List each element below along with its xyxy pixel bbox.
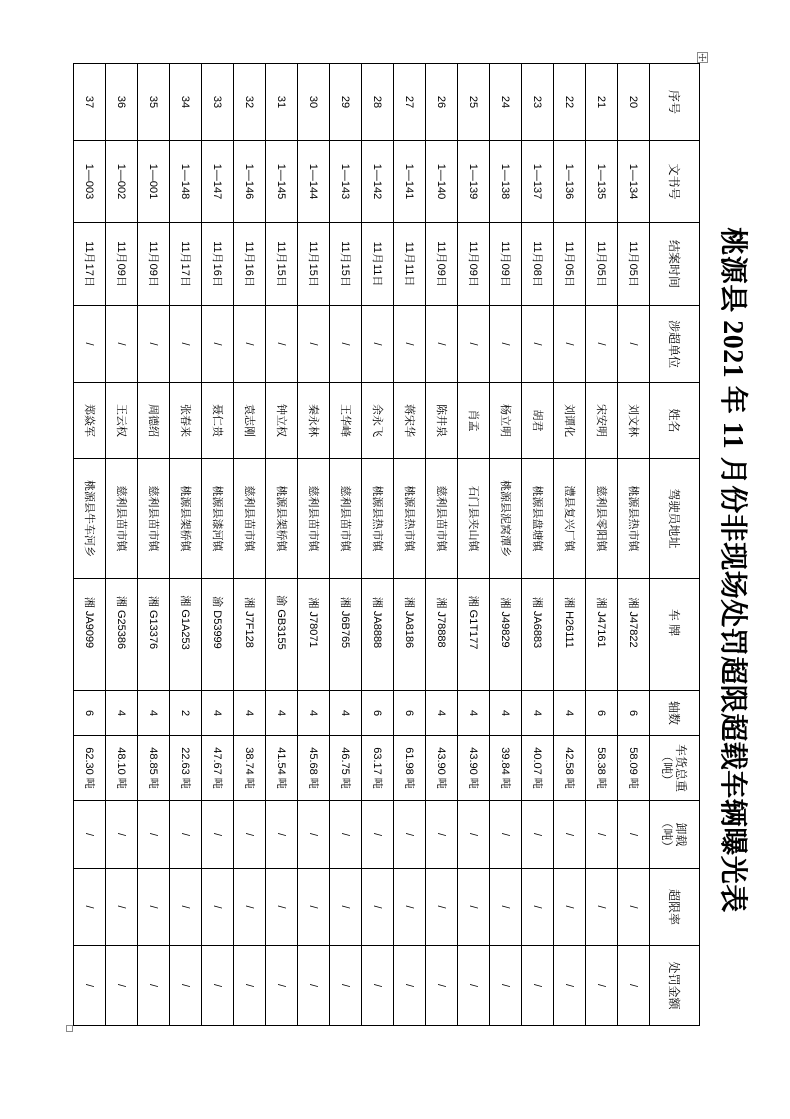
cell-name: 刘文林: [618, 383, 650, 459]
cell-seq: 28: [362, 64, 394, 141]
table-row: [330, 64, 362, 1026]
cell-overlimit-rate: /: [394, 869, 426, 946]
table-row: [554, 64, 586, 1026]
table-row: [458, 64, 490, 1026]
cell-unload: /: [74, 801, 106, 869]
cell-close-date: 11月15日: [298, 223, 330, 306]
cell-fine: /: [106, 946, 138, 1026]
cell-axles: 6: [74, 691, 106, 736]
cell-axles: 4: [202, 691, 234, 736]
header-seq: 序号: [650, 64, 700, 141]
cell-address: 慈利县苗市镇: [426, 459, 458, 579]
cell-address: 桃源县牛车河乡: [74, 459, 106, 579]
cell-name: 郑焱军: [74, 383, 106, 459]
cell-name: 张春来: [170, 383, 202, 459]
cell-plate: 渝 D53999: [202, 579, 234, 691]
cell-plate: 湘 G13376: [138, 579, 170, 691]
table-row: [362, 64, 394, 1026]
cell-doc-no: 1—139: [458, 141, 490, 223]
cell-unit: /: [266, 306, 298, 383]
cell-seq: 25: [458, 64, 490, 141]
header-axles: 轴数: [650, 691, 700, 736]
cell-overlimit-rate: /: [522, 869, 554, 946]
cell-doc-no: 1—145: [266, 141, 298, 223]
cell-close-date: 11月05日: [554, 223, 586, 306]
cell-overlimit-rate: /: [74, 869, 106, 946]
cell-axles: 4: [234, 691, 266, 736]
cell-name: 蒋宋华: [394, 383, 426, 459]
cell-unit: /: [554, 306, 586, 383]
cell-unit: /: [362, 306, 394, 383]
header-unload: [650, 801, 700, 869]
cell-unit: /: [330, 306, 362, 383]
cell-total-weight: 46.75 吨: [330, 736, 362, 801]
cell-fine: /: [490, 946, 522, 1026]
cell-close-date: 11月17日: [170, 223, 202, 306]
cell-plate: 湘 J47822: [618, 579, 650, 691]
cell-plate: 湘 G25386: [106, 579, 138, 691]
cell-plate: 湘 J78888: [426, 579, 458, 691]
cell-axles: 4: [426, 691, 458, 736]
header-plate: 车 牌: [650, 579, 700, 691]
cell-address: 慈利县苗市镇: [106, 459, 138, 579]
cell-overlimit-rate: /: [266, 869, 298, 946]
table-row: [426, 64, 458, 1026]
rotated-page-content: [74, 63, 748, 1025]
cell-close-date: 11月09日: [106, 223, 138, 306]
cell-total-weight: 40.07 吨: [522, 736, 554, 801]
cell-doc-no: 1—001: [138, 141, 170, 223]
cell-fine: /: [426, 946, 458, 1026]
cell-name: 秦永林: [298, 383, 330, 459]
cell-close-date: 11月09日: [426, 223, 458, 306]
cell-name: 袁志刚: [234, 383, 266, 459]
cell-total-weight: 43.90 吨: [426, 736, 458, 801]
cell-total-weight: 48.10 吨: [106, 736, 138, 801]
cell-seq: 27: [394, 64, 426, 141]
table-row: [266, 64, 298, 1026]
header-total-weight-unit: （吨）: [660, 749, 675, 786]
cell-axles: 2: [170, 691, 202, 736]
cell-close-date: 11月08日: [522, 223, 554, 306]
cell-overlimit-rate: /: [234, 869, 266, 946]
document-title: 桃源县 2021 年 11 月份非现场处罚超限超载车辆曝光表: [717, 227, 748, 913]
cell-close-date: 11月15日: [330, 223, 362, 306]
cell-fine: /: [266, 946, 298, 1026]
cell-plate: 湘 J7F128: [234, 579, 266, 691]
cell-axles: 6: [362, 691, 394, 736]
cell-axles: 4: [138, 691, 170, 736]
cell-doc-no: 1—136: [554, 141, 586, 223]
cell-axles: 4: [490, 691, 522, 736]
cell-name: 陈井泉: [426, 383, 458, 459]
cell-address: 桃源县泥窝潭乡: [490, 459, 522, 579]
cell-fine: /: [522, 946, 554, 1026]
table-row: [170, 64, 202, 1026]
cell-close-date: 11月15日: [266, 223, 298, 306]
cell-name: 王云权: [106, 383, 138, 459]
cell-unload: /: [586, 801, 618, 869]
table-header-row: [650, 64, 700, 1026]
cell-address: 桃源县盘塘镇: [522, 459, 554, 579]
cell-name: 胡君: [522, 383, 554, 459]
cell-seq: 32: [234, 64, 266, 141]
cell-overlimit-rate: /: [330, 869, 362, 946]
cell-doc-no: 1—135: [586, 141, 618, 223]
cell-address: 慈利县苗市镇: [138, 459, 170, 579]
cell-overlimit-rate: /: [554, 869, 586, 946]
cell-name: 聂仁贵: [202, 383, 234, 459]
cell-total-weight: 61.98 吨: [394, 736, 426, 801]
header-fine: 处罚金额: [650, 946, 700, 1026]
cell-unload: /: [458, 801, 490, 869]
cell-unload: /: [554, 801, 586, 869]
cell-address: 慈利县苗市镇: [330, 459, 362, 579]
cell-plate: 湘 JA8186: [394, 579, 426, 691]
cell-close-date: 11月11日: [362, 223, 394, 306]
cell-seq: 29: [330, 64, 362, 141]
header-name: 姓名: [650, 383, 700, 459]
table-row: [106, 64, 138, 1026]
cell-overlimit-rate: /: [362, 869, 394, 946]
cell-total-weight: 41.54 吨: [266, 736, 298, 801]
cell-unload: /: [426, 801, 458, 869]
cell-address: 桃源县架桥镇: [266, 459, 298, 579]
cell-seq: 36: [106, 64, 138, 141]
cell-address: 慈利县苗市镇: [234, 459, 266, 579]
cell-unit: /: [426, 306, 458, 383]
cell-fine: /: [138, 946, 170, 1026]
cell-close-date: 11月05日: [618, 223, 650, 306]
cell-unit: /: [234, 306, 266, 383]
cell-address: 桃源县热市镇: [618, 459, 650, 579]
table-row: [74, 64, 106, 1026]
cell-seq: 21: [586, 64, 618, 141]
cell-doc-no: 1—144: [298, 141, 330, 223]
cell-unload: /: [298, 801, 330, 869]
cell-close-date: 11月09日: [490, 223, 522, 306]
cell-total-weight: 62.30 吨: [74, 736, 106, 801]
cell-fine: /: [394, 946, 426, 1026]
cell-fine: /: [74, 946, 106, 1026]
cell-seq: 33: [202, 64, 234, 141]
cell-total-weight: 39.84 吨: [490, 736, 522, 801]
cell-name: 杨立明: [490, 383, 522, 459]
cell-overlimit-rate: /: [618, 869, 650, 946]
cell-fine: /: [618, 946, 650, 1026]
cell-seq: 22: [554, 64, 586, 141]
table-row: [234, 64, 266, 1026]
cell-address: 桃源县漆河镇: [202, 459, 234, 579]
cell-axles: 6: [394, 691, 426, 736]
cell-seq: 30: [298, 64, 330, 141]
cell-doc-no: 1—143: [330, 141, 362, 223]
cell-address: 慈利县苗市镇: [298, 459, 330, 579]
cell-plate: 湘 J6B765: [330, 579, 362, 691]
table-row: [138, 64, 170, 1026]
cell-total-weight: 47.67 吨: [202, 736, 234, 801]
exposure-table: [73, 63, 700, 1026]
cell-doc-no: 1—138: [490, 141, 522, 223]
table-resize-handle-icon[interactable]: [66, 1025, 73, 1032]
cell-axles: 4: [106, 691, 138, 736]
cell-unload: /: [394, 801, 426, 869]
cell-close-date: 11月17日: [74, 223, 106, 306]
cell-plate: 渝 GB3155: [266, 579, 298, 691]
cell-unit: /: [202, 306, 234, 383]
cell-overlimit-rate: /: [490, 869, 522, 946]
cell-unload: /: [138, 801, 170, 869]
cell-unload: /: [618, 801, 650, 869]
cell-axles: 4: [554, 691, 586, 736]
cell-unload: /: [522, 801, 554, 869]
table-row: [490, 64, 522, 1026]
table-row: [522, 64, 554, 1026]
cell-doc-no: 1—002: [106, 141, 138, 223]
cell-unit: /: [106, 306, 138, 383]
cell-name: 王华峰: [330, 383, 362, 459]
cell-name: 宋安明: [586, 383, 618, 459]
cell-total-weight: 48.85 吨: [138, 736, 170, 801]
cell-unit: /: [618, 306, 650, 383]
table-row: [618, 64, 650, 1026]
cell-axles: 6: [586, 691, 618, 736]
header-unload-unit: （吨）: [660, 816, 675, 853]
cell-axles: 4: [266, 691, 298, 736]
cell-unload: /: [330, 801, 362, 869]
cell-address: 慈利县零阳镇: [586, 459, 618, 579]
cell-total-weight: 58.38 吨: [586, 736, 618, 801]
cell-unload: /: [490, 801, 522, 869]
cell-seq: 20: [618, 64, 650, 141]
cell-unload: /: [202, 801, 234, 869]
cell-plate: 湘 G1A253: [170, 579, 202, 691]
cell-close-date: 11月09日: [138, 223, 170, 306]
cell-overlimit-rate: /: [138, 869, 170, 946]
cell-unit: /: [74, 306, 106, 383]
cell-total-weight: 43.90 吨: [458, 736, 490, 801]
cell-unload: /: [106, 801, 138, 869]
cell-unload: /: [362, 801, 394, 869]
cell-seq: 31: [266, 64, 298, 141]
cell-doc-no: 1—134: [618, 141, 650, 223]
cell-name: 余永飞: [362, 383, 394, 459]
cell-overlimit-rate: /: [426, 869, 458, 946]
cell-plate: 湘 H26111: [554, 579, 586, 691]
cell-doc-no: 1—142: [362, 141, 394, 223]
cell-close-date: 11月09日: [458, 223, 490, 306]
header-overlimit-rate: 超限率: [650, 869, 700, 946]
cell-axles: 6: [618, 691, 650, 736]
table-row: [394, 64, 426, 1026]
cell-plate: 湘 J47161: [586, 579, 618, 691]
cell-unit: /: [298, 306, 330, 383]
cell-unit: /: [394, 306, 426, 383]
header-doc-no: 文书号: [650, 141, 700, 223]
cell-total-weight: 45.68 吨: [298, 736, 330, 801]
cell-total-weight: 63.17 吨: [362, 736, 394, 801]
header-close-date: 结案时间: [650, 223, 700, 306]
cell-doc-no: 1—140: [426, 141, 458, 223]
cell-total-weight: 58.09 吨: [618, 736, 650, 801]
cell-doc-no: 1—146: [234, 141, 266, 223]
cell-unit: /: [522, 306, 554, 383]
cell-fine: /: [202, 946, 234, 1026]
cell-unit: /: [458, 306, 490, 383]
cell-address: 桃源县热市镇: [362, 459, 394, 579]
cell-seq: 24: [490, 64, 522, 141]
table-row: [586, 64, 618, 1026]
cell-name: 刘谭化: [554, 383, 586, 459]
cell-fine: /: [458, 946, 490, 1026]
cell-overlimit-rate: /: [298, 869, 330, 946]
cell-unit: /: [138, 306, 170, 383]
cell-overlimit-rate: /: [106, 869, 138, 946]
cell-seq: 26: [426, 64, 458, 141]
cell-total-weight: 38.74 吨: [234, 736, 266, 801]
cell-seq: 35: [138, 64, 170, 141]
cell-doc-no: 1—003: [74, 141, 106, 223]
cell-doc-no: 1—147: [202, 141, 234, 223]
cell-close-date: 11月16日: [234, 223, 266, 306]
cell-fine: /: [298, 946, 330, 1026]
cell-seq: 23: [522, 64, 554, 141]
header-unload-label: 卸载: [674, 822, 689, 847]
table-move-handle-icon[interactable]: [697, 52, 708, 63]
cell-unload: /: [266, 801, 298, 869]
cell-unload: /: [234, 801, 266, 869]
cell-address: 石门县夹山镇: [458, 459, 490, 579]
cell-total-weight: 22.63 吨: [170, 736, 202, 801]
cell-axles: 4: [330, 691, 362, 736]
cell-overlimit-rate: /: [586, 869, 618, 946]
cell-overlimit-rate: /: [170, 869, 202, 946]
cell-axles: 4: [298, 691, 330, 736]
cell-unload: /: [170, 801, 202, 869]
cell-total-weight: 42.58 吨: [554, 736, 586, 801]
cell-fine: /: [330, 946, 362, 1026]
cell-axles: 4: [522, 691, 554, 736]
header-address: 驾驶员地址: [650, 459, 700, 579]
cell-unit: /: [170, 306, 202, 383]
cell-fine: /: [234, 946, 266, 1026]
cell-plate: 湘 JA6883: [522, 579, 554, 691]
cell-address: 澧县复兴厂镇: [554, 459, 586, 579]
cell-plate: 湘 JA9099: [74, 579, 106, 691]
cell-close-date: 11月16日: [202, 223, 234, 306]
cell-unit: /: [586, 306, 618, 383]
cell-name: 肖孟: [458, 383, 490, 459]
cell-overlimit-rate: /: [202, 869, 234, 946]
cell-fine: /: [170, 946, 202, 1026]
cell-fine: /: [362, 946, 394, 1026]
cell-address: 桃源县架桥镇: [170, 459, 202, 579]
cell-plate: 湘 G1T177: [458, 579, 490, 691]
header-total-weight: [650, 736, 700, 801]
cell-plate: 湘 JA8888: [362, 579, 394, 691]
cell-unit: /: [490, 306, 522, 383]
header-total-weight-label: 车货总重: [674, 743, 689, 792]
cell-seq: 34: [170, 64, 202, 141]
table-body: [74, 64, 650, 1026]
cell-axles: 4: [458, 691, 490, 736]
cell-doc-no: 1—148: [170, 141, 202, 223]
cell-fine: /: [554, 946, 586, 1026]
cell-doc-no: 1—141: [394, 141, 426, 223]
cell-plate: 湘 J78071: [298, 579, 330, 691]
cell-close-date: 11月11日: [394, 223, 426, 306]
cell-name: 钟立权: [266, 383, 298, 459]
cell-seq: 37: [74, 64, 106, 141]
cell-address: 桃源县热市镇: [394, 459, 426, 579]
table-row: [202, 64, 234, 1026]
cell-overlimit-rate: /: [458, 869, 490, 946]
cell-doc-no: 1—137: [522, 141, 554, 223]
header-unit: 涉超单位: [650, 306, 700, 383]
cell-name: 周德绍: [138, 383, 170, 459]
cell-plate: 湘 J49829: [490, 579, 522, 691]
cell-fine: /: [586, 946, 618, 1026]
cell-close-date: 11月05日: [586, 223, 618, 306]
table-row: [298, 64, 330, 1026]
